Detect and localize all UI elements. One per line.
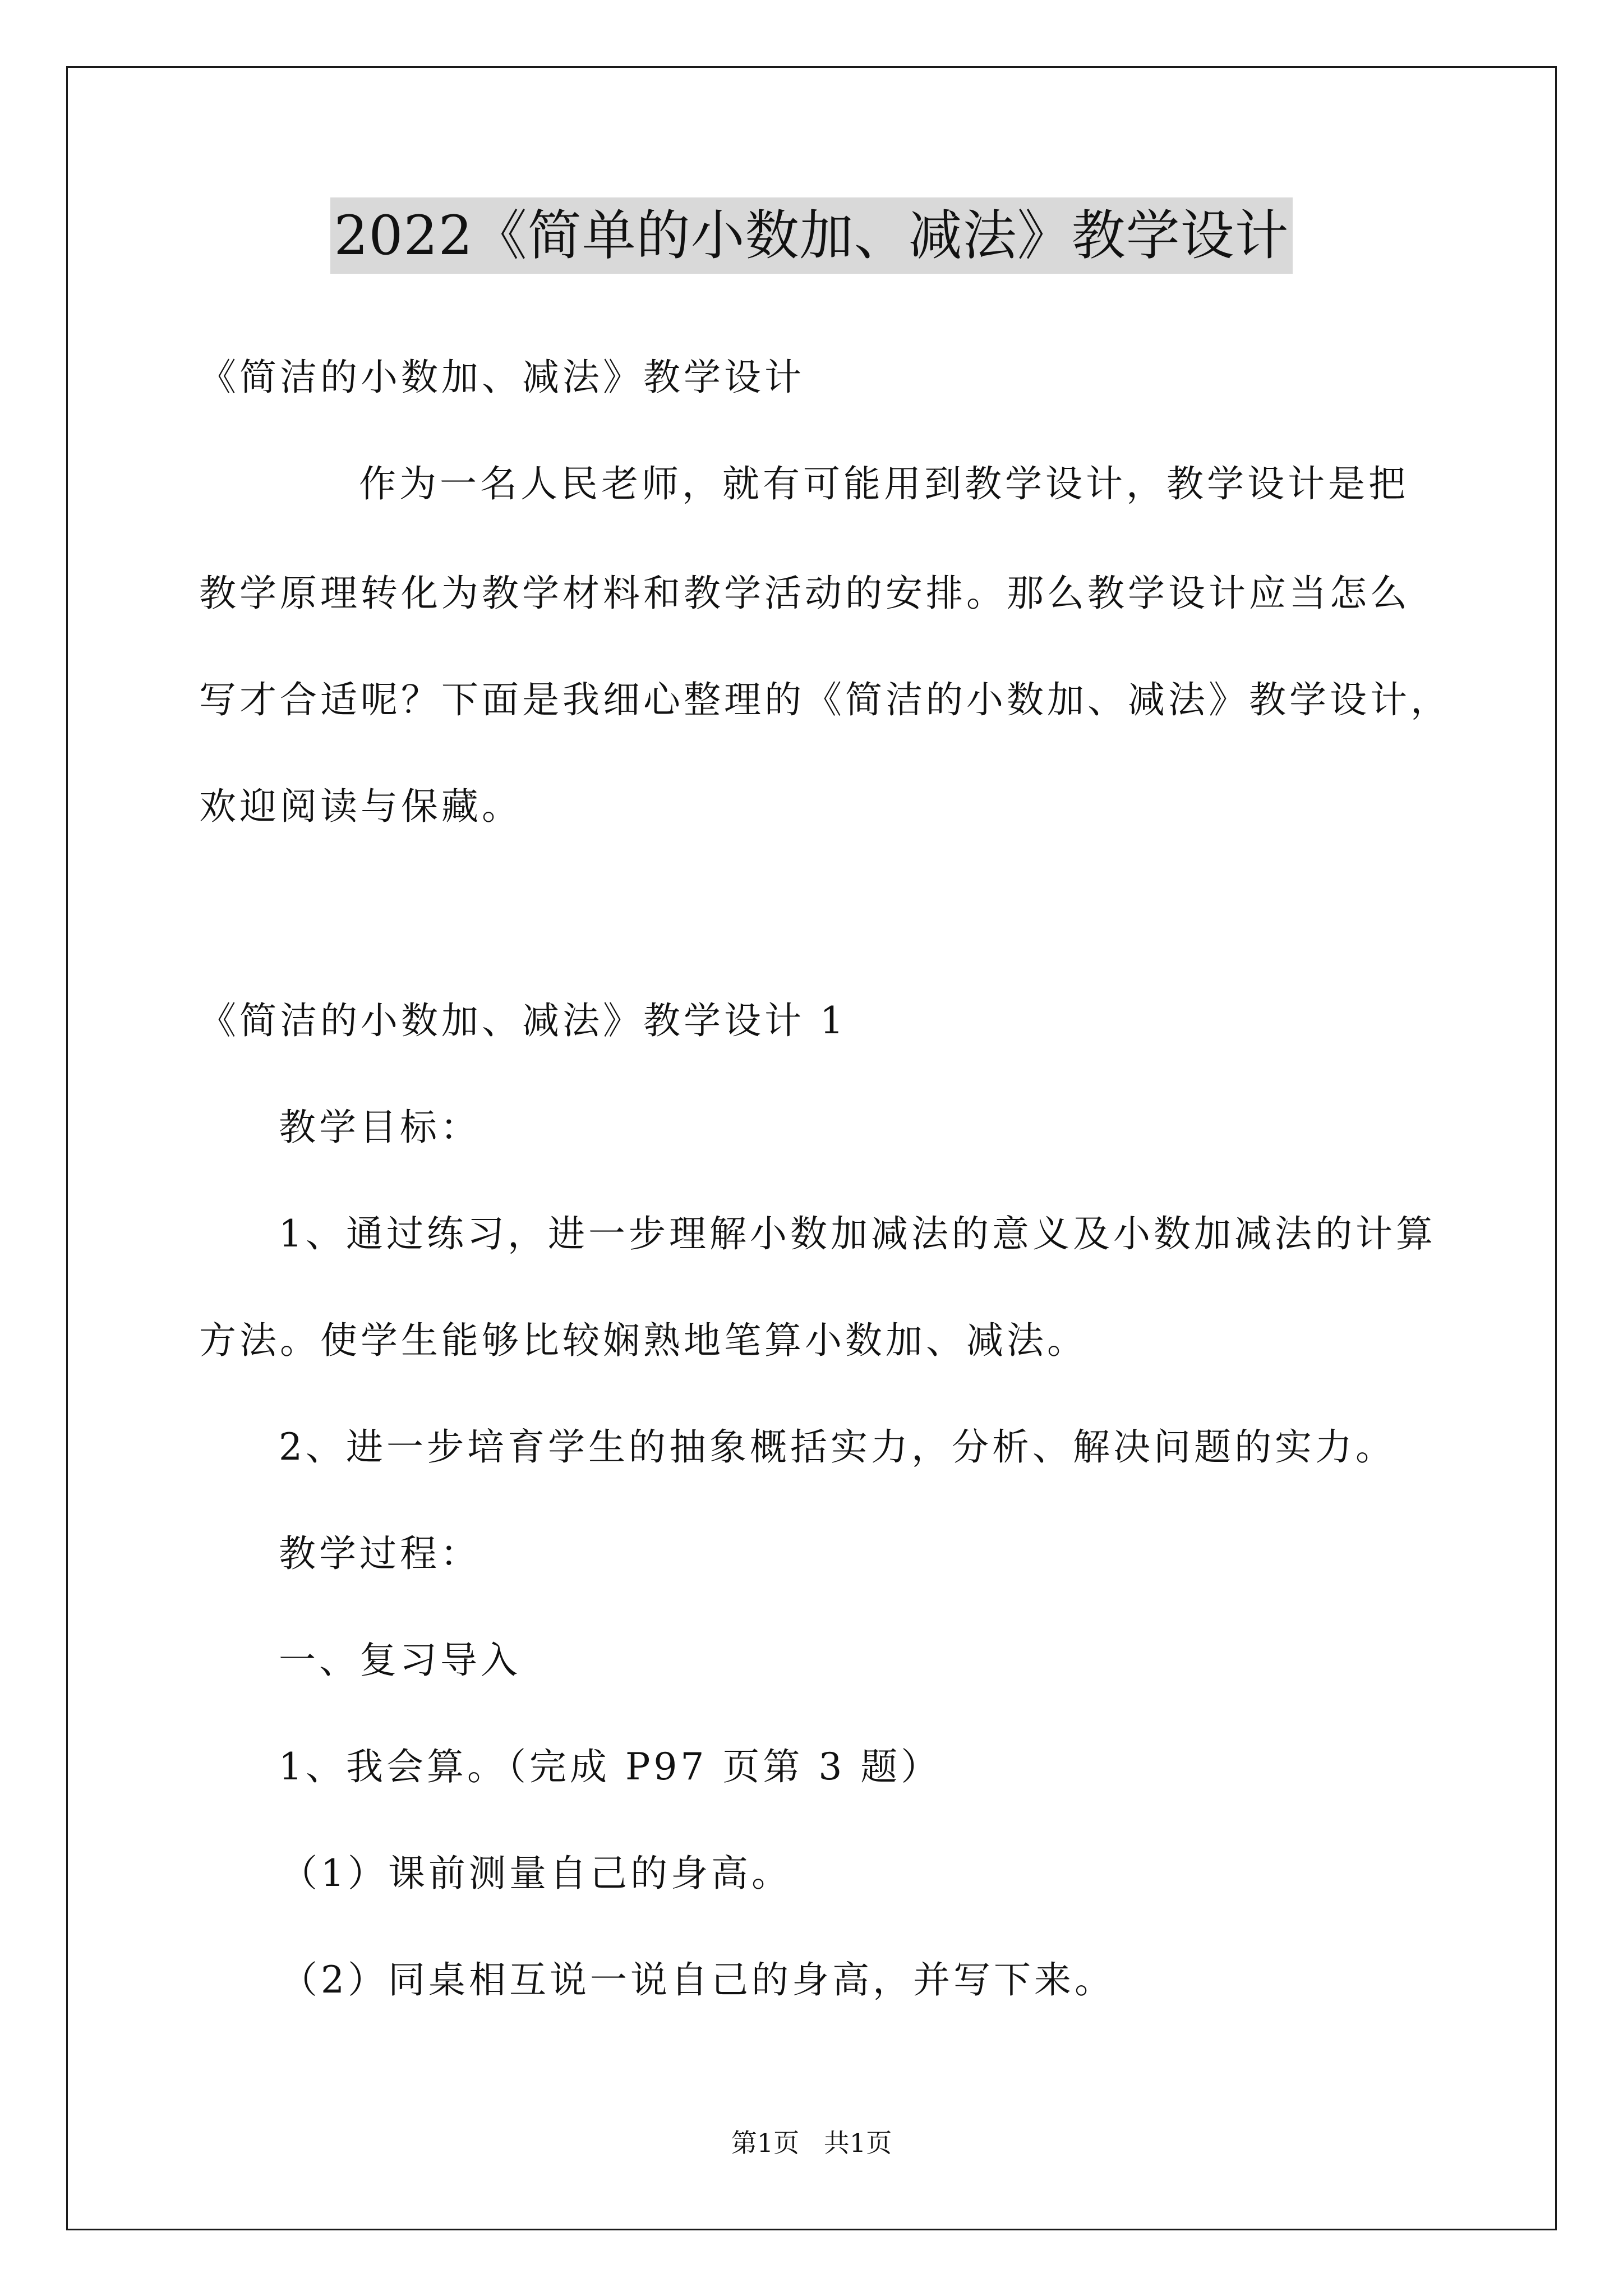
paragraph-line: 2、进一步培育学生的抽象概括实力，分析、解决问题的实力。	[279, 1425, 1396, 1469]
paragraph-line: 欢迎阅读与保藏。	[199, 785, 522, 828]
paragraph-line: （2）同桌相互说一说自己的身高，并写下来。	[280, 1958, 1115, 2001]
paragraph-line: 教学原理转化为教学材料和教学活动的安排。那么教学设计应当怎么	[199, 572, 1410, 615]
paragraph-line: （1）课前测量自己的身高。	[280, 1852, 792, 1895]
paragraph-line: 一、复习导入	[279, 1639, 521, 1682]
section-heading: 《简洁的小数加、减法》教学设计 1	[199, 999, 847, 1042]
subtitle-line: 《简洁的小数加、减法》教学设计	[199, 356, 805, 399]
title-container	[0, 197, 1623, 274]
paragraph-line: 方法。使学生能够比较娴熟地笔算小数加、减法。	[199, 1319, 1087, 1362]
document-title: 2022《简单的小数加、减法》教学设计	[330, 197, 1292, 274]
paragraph-line: 教学目标：	[279, 1106, 481, 1149]
paragraph-line: 1、通过练习，进一步理解小数加减法的意义及小数加减法的计算	[279, 1212, 1436, 1255]
paragraph-line: 1、我会算。（完成 P97 页第 3 题）	[279, 1745, 942, 1788]
paragraph-line: 教学过程：	[279, 1532, 481, 1575]
page-footer: 第1页 共1页	[731, 2128, 892, 2158]
paragraph-line: 作为一名人民老师，就有可能用到教学设计，教学设计是把	[359, 462, 1409, 505]
paragraph-line: 写才合适呢？下面是我细心整理的《简洁的小数加、减法》教学设计，	[199, 678, 1451, 721]
